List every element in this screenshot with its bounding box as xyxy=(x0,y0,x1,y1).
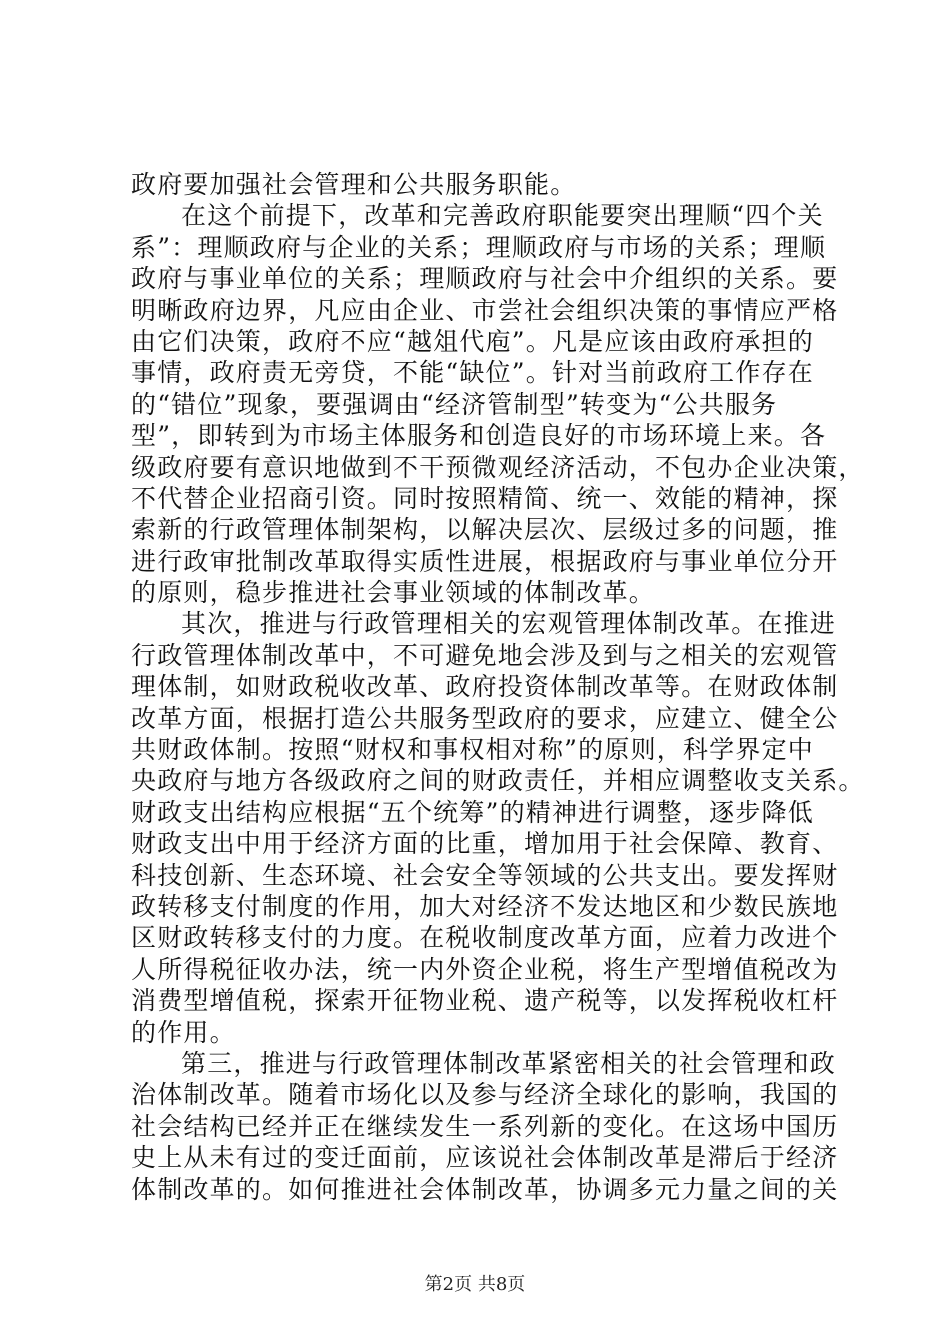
text-line: 的原则，稳步推进社会事业领域的体制改革。 xyxy=(131,578,656,608)
page-number-footer: 第2页 共8页 xyxy=(424,1274,526,1295)
text-line: 财政支出结构应根据“五个统筹”的精神进行调整，逐步降低 xyxy=(131,797,814,827)
body-text xyxy=(131,169,865,1205)
text-line: 政转移支付制度的作用，加大对经济不发达地区和少数民族地 xyxy=(131,891,839,921)
text-line: 财政支出中用于经济方面的比重，增加用于社会保障、教育、 xyxy=(131,829,839,859)
text-line: 的“错位”现象，要强调由“经济管制型”转变为“公共服务 xyxy=(131,389,778,419)
text-line: 区财政转移支付的力度。在税收制度改革方面，应着力改进个 xyxy=(131,923,839,953)
text-line: 社会结构已经并正在继续发生一系列新的变化。在这场中国历 xyxy=(131,1111,839,1141)
text-line: 理体制，如财政税收改革、政府投资体制改革等。在财政体制 xyxy=(131,672,839,702)
text-line: 行政管理体制改革中，不可避免地会涉及到与之相关的宏观管 xyxy=(131,640,839,670)
text-line: 消费型增值税，探索开征物业税、遗产税等，以发挥税收杠杆 xyxy=(131,986,839,1016)
text-line: 政府要加强社会管理和公共服务职能。 xyxy=(131,170,577,199)
text-line: 由它们决策，政府不应“越俎代庖”。凡是应该由政府承担的 xyxy=(131,326,814,356)
text-line: 改革方面，根据打造公共服务型政府的要求，应建立、健全公 xyxy=(131,703,839,733)
text-line: 级政府要有意识地做到不干预微观经济活动，不包办企业决策， xyxy=(131,452,865,482)
text-line: 明晰政府边界，凡应由企业、市尝社会组织决策的事情应严格 xyxy=(131,295,839,325)
text-line: 索新的行政管理体制架构，以解决层次、层级过多的问题，推 xyxy=(131,515,839,545)
text-line: 体制改革的。如何推进社会体制改革，协调多元力量之间的关 xyxy=(131,1174,839,1204)
text-line: 进行政审批制改革取得实质性进展，根据政府与事业单位分开 xyxy=(131,546,839,576)
text-line: 事情，政府责无旁贷，不能“缺位”。针对当前政府工作存在 xyxy=(131,358,814,388)
text-line: 人所得税征收办法，统一内外资企业税，将生产型增值税改为 xyxy=(131,954,839,984)
text-line: 不代替企业招商引资。同时按照精简、统一、效能的精神，探 xyxy=(131,483,839,513)
text-line: 共财政体制。按照“财权和事权相对称”的原则，科学界定中 xyxy=(131,735,814,765)
text-line: 史上从未有过的变迁面前，应该说社会体制改革是滞后于经济 xyxy=(131,1143,839,1173)
text-line: 系”：理顺政府与企业的关系；理顺政府与市场的关系；理顺 xyxy=(131,232,827,262)
paragraph-start-line: 其次，推进与行政管理相关的宏观管理体制改革。在推进 xyxy=(181,609,837,639)
text-line: 的作用。 xyxy=(131,1017,236,1047)
paragraph-start-line: 在这个前提下，改革和完善政府职能要突出理顺“四个关 xyxy=(181,201,824,231)
text-line: 治体制改革。随着市场化以及参与经济全球化的影响，我国的 xyxy=(131,1080,839,1110)
text-line: 型”，即转到为市场主体服务和创造良好的市场环境上来。各 xyxy=(131,421,827,451)
text-line: 央政府与地方各级政府之间的财政责任，并相应调整收支关系。 xyxy=(131,766,865,796)
paragraph-start-line: 第三，推进与行政管理体制改革紧密相关的社会管理和政 xyxy=(181,1048,837,1078)
text-line: 科技创新、生态环境、社会安全等领域的公共支出。要发挥财 xyxy=(131,860,839,890)
text-line: 政府与事业单位的关系；理顺政府与社会中介组织的关系。要 xyxy=(131,264,839,294)
